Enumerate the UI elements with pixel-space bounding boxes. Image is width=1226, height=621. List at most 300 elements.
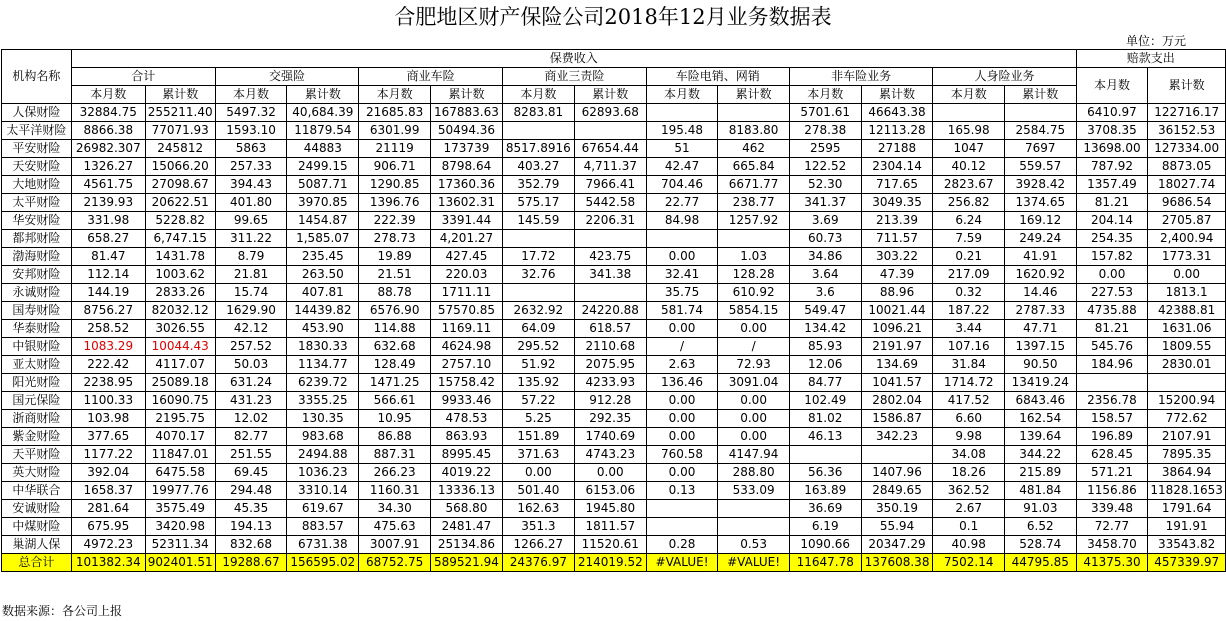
value-cell: 5228.82 (145, 212, 215, 230)
value-cell: 222.39 (359, 212, 431, 230)
org-name-cell: 总合计 (2, 554, 72, 572)
month-header: 本月数 (646, 86, 718, 104)
value-cell: 3.64 (789, 266, 861, 284)
table-row (2, 266, 1226, 284)
value-cell: 1631.06 (1148, 320, 1226, 338)
value-cell: 902401.51 (145, 554, 215, 572)
value-cell (861, 446, 933, 464)
table-row (2, 248, 1226, 266)
value-cell: 2802.04 (861, 392, 933, 410)
value-cell: 214019.52 (574, 554, 646, 572)
header-row-1 (2, 50, 1226, 68)
value-cell: 12113.28 (861, 122, 933, 140)
value-cell: 5863 (215, 140, 287, 158)
table-row (2, 536, 1226, 554)
value-cell: 1629.90 (215, 302, 287, 320)
value-cell: 3970.85 (287, 194, 359, 212)
value-cell: 32884.75 (71, 104, 145, 122)
value-cell: 1397.15 (1004, 338, 1076, 356)
value-cell: 2823.67 (933, 176, 1004, 194)
value-cell: 122.52 (789, 158, 861, 176)
value-cell: 2191.97 (861, 338, 933, 356)
value-cell: 13336.13 (430, 482, 502, 500)
cumulative-header: 累计数 (574, 86, 646, 104)
data-table (1, 49, 1226, 572)
value-cell: 139.64 (1004, 428, 1076, 446)
value-cell (646, 518, 718, 536)
unit-label: 单位：万元 (1125, 34, 1186, 48)
value-cell: 25089.18 (145, 374, 215, 392)
value-cell: 292.35 (574, 410, 646, 428)
table-row (2, 374, 1226, 392)
org-name-cell: 天安财险 (2, 158, 72, 176)
value-cell (646, 230, 718, 248)
org-name-cell: 安诚财险 (2, 500, 72, 518)
value-cell: 20622.51 (145, 194, 215, 212)
value-cell: 36.69 (789, 500, 861, 518)
table-row (2, 338, 1226, 356)
value-cell (718, 230, 790, 248)
value-cell: 2705.87 (1148, 212, 1226, 230)
value-cell: #VALUE! (646, 554, 718, 572)
premium-group-header: 保费收入 (71, 50, 1076, 68)
value-cell: 2304.14 (861, 158, 933, 176)
value-cell: 1090.66 (789, 536, 861, 554)
value-cell: 34.30 (359, 500, 431, 518)
value-cell: 1945.80 (574, 500, 646, 518)
value-cell: 0.00 (1148, 266, 1226, 284)
value-cell: 57.22 (502, 392, 574, 410)
value-cell: 2110.68 (574, 338, 646, 356)
value-cell (646, 104, 718, 122)
value-cell: 6.19 (789, 518, 861, 536)
value-cell: 711.57 (861, 230, 933, 248)
value-cell: 258.52 (71, 320, 145, 338)
value-cell: 288.80 (718, 464, 790, 482)
value-cell: 6843.46 (1004, 392, 1076, 410)
value-cell: 19288.67 (215, 554, 287, 572)
value-cell: 2.63 (646, 356, 718, 374)
value-cell: 1407.96 (861, 464, 933, 482)
value-cell: 863.93 (430, 428, 502, 446)
value-cell: 62893.68 (574, 104, 646, 122)
value-cell: 56.36 (789, 464, 861, 482)
value-cell: 618.57 (574, 320, 646, 338)
value-cell (574, 284, 646, 302)
value-cell: 5497.32 (215, 104, 287, 122)
value-cell: 1326.27 (71, 158, 145, 176)
value-cell: 15758.42 (430, 374, 502, 392)
value-cell: 7502.14 (933, 554, 1004, 572)
value-cell: 2139.93 (71, 194, 145, 212)
month-header: 本月数 (502, 86, 574, 104)
value-cell: 431.23 (215, 392, 287, 410)
value-cell: 5087.71 (287, 176, 359, 194)
value-cell: 4117.07 (145, 356, 215, 374)
value-cell: 8866.38 (71, 122, 145, 140)
value-cell: 0.00 (502, 464, 574, 482)
value-cell: 2481.47 (430, 518, 502, 536)
value-cell (789, 446, 861, 464)
value-cell: 77071.93 (145, 122, 215, 140)
value-cell: 21.51 (359, 266, 431, 284)
value-cell: 2499.15 (287, 158, 359, 176)
value-cell: 2584.75 (1004, 122, 1076, 140)
value-cell: 1791.64 (1148, 500, 1226, 518)
value-cell: 3.6 (789, 284, 861, 302)
value-cell: 1740.69 (574, 428, 646, 446)
value-cell: 528.74 (1004, 536, 1076, 554)
value-cell: 1177.22 (71, 446, 145, 464)
value-cell: 4070.17 (145, 428, 215, 446)
value-cell: 13419.24 (1004, 374, 1076, 392)
value-cell: 64.09 (502, 320, 574, 338)
value-cell: 55.94 (861, 518, 933, 536)
value-cell: 25134.86 (430, 536, 502, 554)
value-cell: 11520.61 (574, 536, 646, 554)
value-cell: 7895.35 (1148, 446, 1226, 464)
value-cell: 457339.97 (1148, 554, 1226, 572)
value-cell: 8283.81 (502, 104, 574, 122)
value-cell: 91.03 (1004, 500, 1076, 518)
value-cell: / (646, 338, 718, 356)
value-cell: 1431.78 (145, 248, 215, 266)
value-cell: 3355.25 (287, 392, 359, 410)
sub-header-online-sales: 车险电销、网销 (646, 68, 789, 86)
value-cell: 568.80 (430, 500, 502, 518)
value-cell: 215.89 (1004, 464, 1076, 482)
value-cell: 50494.36 (430, 122, 502, 140)
value-cell: 1711.11 (430, 284, 502, 302)
value-cell: 11879.54 (287, 122, 359, 140)
value-cell: 163.89 (789, 482, 861, 500)
value-cell: 8517.8916 (502, 140, 574, 158)
value-cell: 632.68 (359, 338, 431, 356)
value-cell: 167883.63 (430, 104, 502, 122)
value-cell: 1100.33 (71, 392, 145, 410)
value-cell: 238.77 (718, 194, 790, 212)
value-cell: 86.88 (359, 428, 431, 446)
table-row (2, 212, 1226, 230)
value-cell: 6239.72 (287, 374, 359, 392)
value-cell: 17360.36 (430, 176, 502, 194)
value-cell: 52311.34 (145, 536, 215, 554)
value-cell: 1811.57 (574, 518, 646, 536)
value-cell: 196.89 (1076, 428, 1148, 446)
value-cell: 3575.49 (145, 500, 215, 518)
value-cell: 832.68 (215, 536, 287, 554)
value-cell: 88.96 (861, 284, 933, 302)
claims-cum-header: 累计数 (1148, 68, 1226, 104)
value-cell: 4735.88 (1076, 302, 1148, 320)
value-cell: 559.57 (1004, 158, 1076, 176)
value-cell: 12.06 (789, 356, 861, 374)
value-cell: 21.81 (215, 266, 287, 284)
value-cell: 278.38 (789, 122, 861, 140)
claims-group-header: 赔款支出 (1076, 50, 1225, 68)
month-header: 本月数 (71, 86, 145, 104)
value-cell: 4,201.27 (430, 230, 502, 248)
value-cell: 217.09 (933, 266, 1004, 284)
value-cell: 401.80 (215, 194, 287, 212)
value-cell: 144.19 (71, 284, 145, 302)
value-cell: 184.96 (1076, 356, 1148, 374)
value-cell: 658.27 (71, 230, 145, 248)
value-cell: 81.02 (789, 410, 861, 428)
org-name-cell: 国寿财险 (2, 302, 72, 320)
value-cell: 6301.99 (359, 122, 431, 140)
value-cell: 344.22 (1004, 446, 1076, 464)
value-cell: 2107.91 (1148, 428, 1226, 446)
value-cell: 128.28 (718, 266, 790, 284)
value-cell: 5854.15 (718, 302, 790, 320)
value-cell: 24376.97 (502, 554, 574, 572)
value-cell: 84.77 (789, 374, 861, 392)
value-cell: 545.76 (1076, 338, 1148, 356)
value-cell: 1586.87 (861, 410, 933, 428)
month-header: 本月数 (789, 86, 861, 104)
value-cell: 67654.44 (574, 140, 646, 158)
value-cell: 4,711.37 (574, 158, 646, 176)
value-cell: 101382.34 (71, 554, 145, 572)
value-cell (574, 122, 646, 140)
value-cell: 8995.45 (430, 446, 502, 464)
value-cell: 127334.00 (1148, 140, 1226, 158)
value-cell: 1830.33 (287, 338, 359, 356)
value-cell: 610.92 (718, 284, 790, 302)
value-cell: 1813.1 (1148, 284, 1226, 302)
value-cell: 204.14 (1076, 212, 1148, 230)
value-cell: 31.84 (933, 356, 1004, 374)
value-cell: 158.57 (1076, 410, 1148, 428)
value-cell: 0.21 (933, 248, 1004, 266)
value-cell: 169.12 (1004, 212, 1076, 230)
value-cell: 589521.94 (430, 554, 502, 572)
value-cell: 377.65 (71, 428, 145, 446)
value-cell: 69.45 (215, 464, 287, 482)
value-cell: 8873.05 (1148, 158, 1226, 176)
value-cell: 46.13 (789, 428, 861, 446)
value-cell: 46643.38 (861, 104, 933, 122)
value-cell: 0.1 (933, 518, 1004, 536)
value-cell: 1041.57 (861, 374, 933, 392)
value-cell: 983.68 (287, 428, 359, 446)
org-name-cell: 亚太财险 (2, 356, 72, 374)
sub-header-total: 合计 (71, 68, 215, 86)
value-cell: 40.12 (933, 158, 1004, 176)
header-row-3 (2, 86, 1226, 104)
value-cell: 1,585.07 (287, 230, 359, 248)
value-cell: 427.45 (430, 248, 502, 266)
value-cell: 883.57 (287, 518, 359, 536)
value-cell: 717.65 (861, 176, 933, 194)
value-cell: 11647.78 (789, 554, 861, 572)
value-cell: 134.69 (861, 356, 933, 374)
value-cell: 566.61 (359, 392, 431, 410)
table-row (2, 482, 1226, 500)
value-cell: 4019.22 (430, 464, 502, 482)
value-cell: 50.03 (215, 356, 287, 374)
value-cell: 417.52 (933, 392, 1004, 410)
table-row (2, 104, 1226, 122)
value-cell: 114.88 (359, 320, 431, 338)
value-cell: 57570.85 (430, 302, 502, 320)
value-cell: 8183.80 (718, 122, 790, 140)
value-cell: 151.89 (502, 428, 574, 446)
value-cell: 462 (718, 140, 790, 158)
value-cell: 137608.38 (861, 554, 933, 572)
value-cell: 1357.49 (1076, 176, 1148, 194)
value-cell: 84.98 (646, 212, 718, 230)
value-cell: 1036.23 (287, 464, 359, 482)
value-cell: 760.58 (646, 446, 718, 464)
value-cell: 2.67 (933, 500, 1004, 518)
value-cell: 21119 (359, 140, 431, 158)
org-name-cell: 国元保险 (2, 392, 72, 410)
value-cell (718, 518, 790, 536)
page-title: 合肥地区财产保险公司2018年12月业务数据表 (394, 5, 832, 29)
value-cell (718, 500, 790, 518)
value-cell: 42388.81 (1148, 302, 1226, 320)
org-header: 机构名称 (2, 50, 72, 104)
org-name-cell: 华安财险 (2, 212, 72, 230)
value-cell: 6671.77 (718, 176, 790, 194)
value-cell: 51.92 (502, 356, 574, 374)
value-cell: 295.52 (502, 338, 574, 356)
value-cell: 3458.70 (1076, 536, 1148, 554)
value-cell: 60.73 (789, 230, 861, 248)
value-cell: 704.46 (646, 176, 718, 194)
value-cell: 2,400.94 (1148, 230, 1226, 248)
value-cell: 3091.04 (718, 374, 790, 392)
value-cell: 3026.55 (145, 320, 215, 338)
value-cell: 5.25 (502, 410, 574, 428)
value-cell: 4233.93 (574, 374, 646, 392)
sub-header-third-party: 商业三责险 (502, 68, 646, 86)
value-cell (1004, 104, 1076, 122)
table-row (2, 446, 1226, 464)
value-cell: 33543.82 (1148, 536, 1226, 554)
table-row (2, 302, 1226, 320)
table-row (2, 122, 1226, 140)
value-cell: 81.21 (1076, 194, 1148, 212)
value-cell: 44795.85 (1004, 554, 1076, 572)
value-cell: #VALUE! (718, 554, 790, 572)
value-cell: 263.50 (287, 266, 359, 284)
value-cell: 351.3 (502, 518, 574, 536)
value-cell: 772.62 (1148, 410, 1226, 428)
value-cell: 3007.91 (359, 536, 431, 554)
org-name-cell: 都邦财险 (2, 230, 72, 248)
month-header: 本月数 (215, 86, 287, 104)
value-cell: 27098.67 (145, 176, 215, 194)
month-header: 本月数 (933, 86, 1004, 104)
org-name-cell: 阳光财险 (2, 374, 72, 392)
value-cell: 107.16 (933, 338, 1004, 356)
total-row (2, 554, 1226, 572)
value-cell: 787.92 (1076, 158, 1148, 176)
value-cell (933, 104, 1004, 122)
value-cell: 1134.77 (287, 356, 359, 374)
header-row-2 (2, 68, 1226, 86)
value-cell: 13698.00 (1076, 140, 1148, 158)
org-name-cell: 永诚财险 (2, 284, 72, 302)
value-cell: 14439.82 (287, 302, 359, 320)
value-cell: 42.12 (215, 320, 287, 338)
value-cell: 6.60 (933, 410, 1004, 428)
value-cell: 6,747.15 (145, 230, 215, 248)
value-cell: 352.79 (502, 176, 574, 194)
cumulative-header: 累计数 (861, 86, 933, 104)
value-cell: 575.17 (502, 194, 574, 212)
value-cell: 1083.29 (71, 338, 145, 356)
value-cell: 21685.83 (359, 104, 431, 122)
value-cell: 249.24 (1004, 230, 1076, 248)
value-cell: 10.95 (359, 410, 431, 428)
value-cell (574, 230, 646, 248)
cumulative-header: 累计数 (718, 86, 790, 104)
value-cell: 145.59 (502, 212, 574, 230)
org-name-cell: 渤海财险 (2, 248, 72, 266)
value-cell: 68752.75 (359, 554, 431, 572)
value-cell: 0.00 (1076, 266, 1148, 284)
value-cell: 122716.17 (1148, 104, 1226, 122)
value-cell: 2206.31 (574, 212, 646, 230)
value-cell: 665.84 (718, 158, 790, 176)
value-cell: 912.28 (574, 392, 646, 410)
value-cell: 2632.92 (502, 302, 574, 320)
value-cell: 112.14 (71, 266, 145, 284)
value-cell (646, 500, 718, 518)
value-cell: 2830.01 (1148, 356, 1226, 374)
value-cell: 266.23 (359, 464, 431, 482)
value-cell: 0.00 (646, 410, 718, 428)
cumulative-header: 累计数 (145, 86, 215, 104)
value-cell: 16090.75 (145, 392, 215, 410)
value-cell: 0.00 (646, 464, 718, 482)
value-cell: 1620.92 (1004, 266, 1076, 284)
value-cell: 1658.37 (71, 482, 145, 500)
value-cell: 475.63 (359, 518, 431, 536)
table-row (2, 392, 1226, 410)
value-cell: 339.48 (1076, 500, 1148, 518)
table-row (2, 230, 1226, 248)
cumulative-header: 累计数 (287, 86, 359, 104)
value-cell: 0.00 (718, 410, 790, 428)
value-cell: 72.93 (718, 356, 790, 374)
value-cell: 294.48 (215, 482, 287, 500)
value-cell: 1096.21 (861, 320, 933, 338)
value-cell: 2356.78 (1076, 392, 1148, 410)
value-cell: 2195.75 (145, 410, 215, 428)
value-cell: 128.49 (359, 356, 431, 374)
table-row (2, 500, 1226, 518)
value-cell: 2494.88 (287, 446, 359, 464)
value-cell: 42.47 (646, 158, 718, 176)
value-cell: 1714.72 (933, 374, 1004, 392)
value-cell: / (718, 338, 790, 356)
value-cell: 341.38 (574, 266, 646, 284)
value-cell: 3310.14 (287, 482, 359, 500)
value-cell: 10021.44 (861, 302, 933, 320)
value-cell: 130.35 (287, 410, 359, 428)
org-name-cell: 人保财险 (2, 104, 72, 122)
value-cell: 0.00 (718, 320, 790, 338)
value-cell: 906.71 (359, 158, 431, 176)
value-cell: 157.82 (1076, 248, 1148, 266)
value-cell: 45.35 (215, 500, 287, 518)
value-cell: 3864.94 (1148, 464, 1226, 482)
